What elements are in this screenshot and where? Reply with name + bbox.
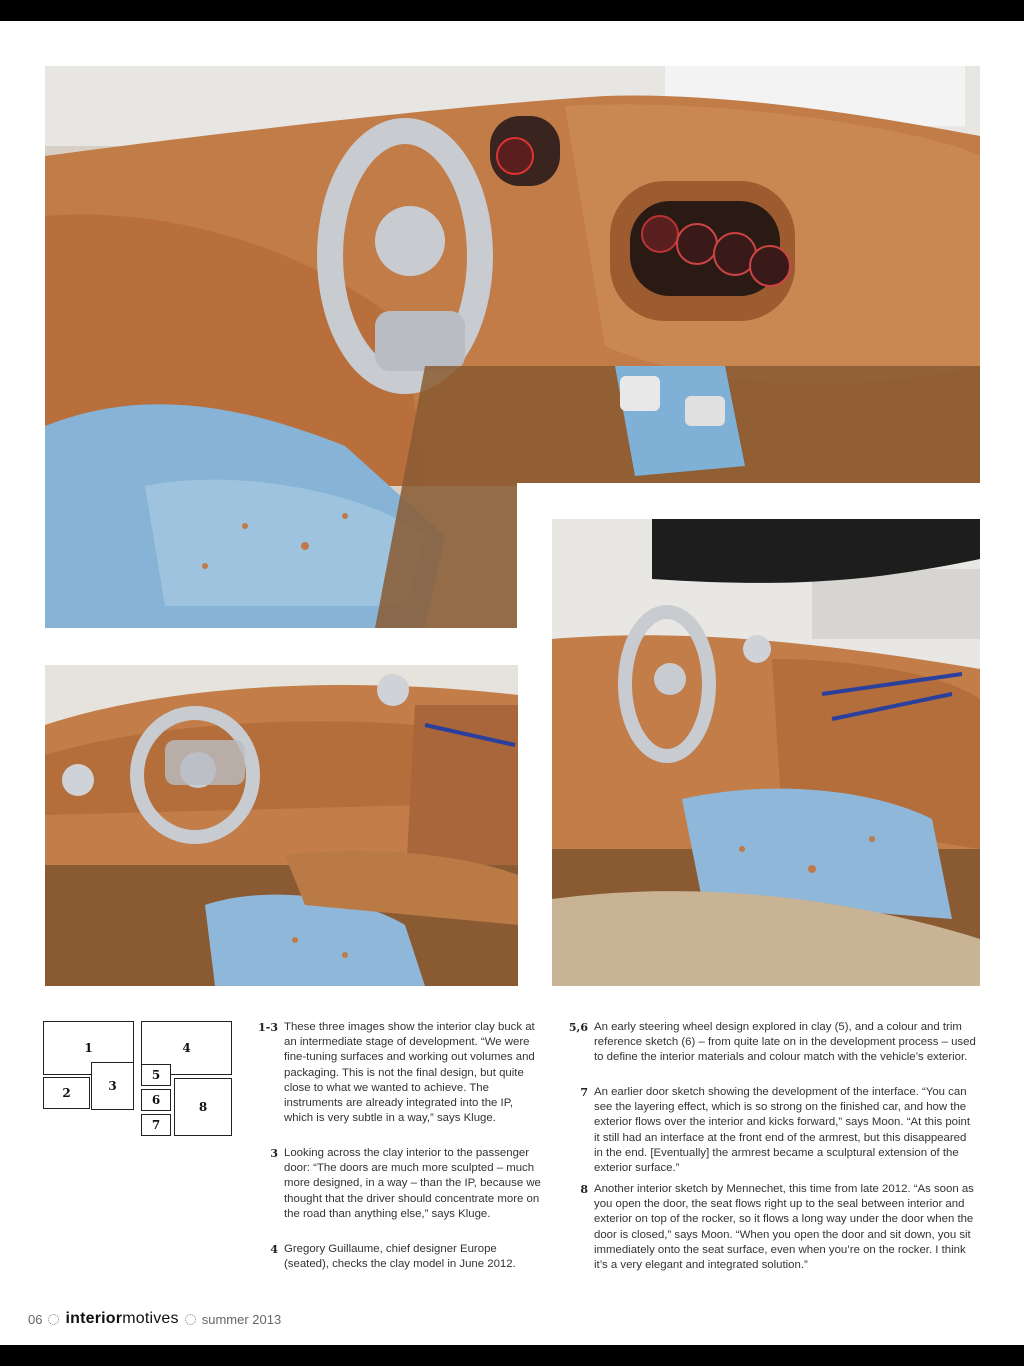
photo-key-diagram [43, 1021, 235, 1141]
caption-5-6 [568, 1020, 978, 1066]
caption-number: 1-3 [258, 1021, 278, 1034]
brand-bold: interior [65, 1310, 123, 1327]
caption-text: Another interior sketch by Mennechet, this time from late 2012. “As soon as you open the door, the seat flows right up to the seal between interior and exterior on top of the rocker, so it flows a long way under the door when the door is closed,” says Moon. “When you open the door and sit down, you sit immediately onto the seat surface, even when you’re on the rocker. I think it’s a very elegant and integrated solution.” [594, 1183, 974, 1272]
photo-3-illustration [552, 519, 980, 986]
page-number: 06 [28, 1311, 43, 1327]
photo-2-illustration [45, 665, 518, 986]
photo-designer-checks-clay-model [552, 519, 980, 986]
bottom-black-bar [0, 1345, 1024, 1366]
caption-number: 5,6 [568, 1021, 588, 1034]
caption-text: An early steering wheel design explored in clay (5), and a colour and trim reference sketch (6) – from quite late on in the development process – used to define the interior materials and colour match with the vehicle’s exterior. [594, 1021, 976, 1064]
caption-number: 7 [580, 1086, 588, 1099]
key-box-2: 2 [43, 1077, 90, 1109]
key-box-5: 5 [141, 1064, 171, 1086]
key-box-1: 1 [43, 1021, 134, 1075]
key-box-6: 6 [141, 1089, 171, 1111]
key-box-7: 7 [141, 1114, 171, 1136]
top-black-bar [0, 0, 1024, 21]
brand-light: motives [122, 1310, 179, 1327]
caption-number: 3 [270, 1147, 278, 1160]
caption-text: Looking across the clay interior to the passenger door: “The doors are much more sculpted – much more designed, in a way – than the IP, because we thought that the driver should concentrate more on the road than anything else,” says Kluge. [284, 1147, 541, 1220]
magazine-brand [65, 1310, 178, 1328]
issue-label: summer 2013 [201, 1311, 282, 1327]
key-box-8: 8 [174, 1078, 232, 1136]
separator-dot-icon [185, 1314, 196, 1325]
key-box-4: 4 [141, 1021, 232, 1075]
caption-8 [580, 1182, 978, 1273]
caption-1-3 [258, 1020, 544, 1126]
separator-dot-icon [48, 1314, 59, 1325]
photo-clay-interior-passenger-door [45, 665, 518, 986]
caption-text: An earlier door sketch showing the development of the interface. “You can see the layering effect, which is so strong on the finished car, and how the exterior flows over the interior and kicks forward,” says Moon. “At this point it still had an interface at the front end of the armrest, but this disappeared in the end. [Eventually] the armrest became a sculptural extension of the exterior surface.” [594, 1086, 971, 1175]
caption-text: Gregory Guillaume, chief designer Europe (seated), checks the clay model in June 2012. [284, 1243, 516, 1271]
page-footer [28, 1309, 281, 1329]
caption-3 [270, 1146, 544, 1222]
caption-number: 4 [270, 1243, 278, 1256]
key-box-3: 3 [91, 1062, 134, 1110]
caption-4 [270, 1242, 544, 1272]
caption-number: 8 [580, 1183, 588, 1196]
caption-text: These three images show the interior clay buck at an intermediate stage of development. “We were fine-tuning surfaces and working out volumes and packaging. This is not the final design, but quite close to what we wanted to achieve. The instruments are already integrated into the IP, which is very subtle in a way,” says Kluge. [284, 1021, 535, 1125]
caption-7 [580, 1085, 978, 1176]
